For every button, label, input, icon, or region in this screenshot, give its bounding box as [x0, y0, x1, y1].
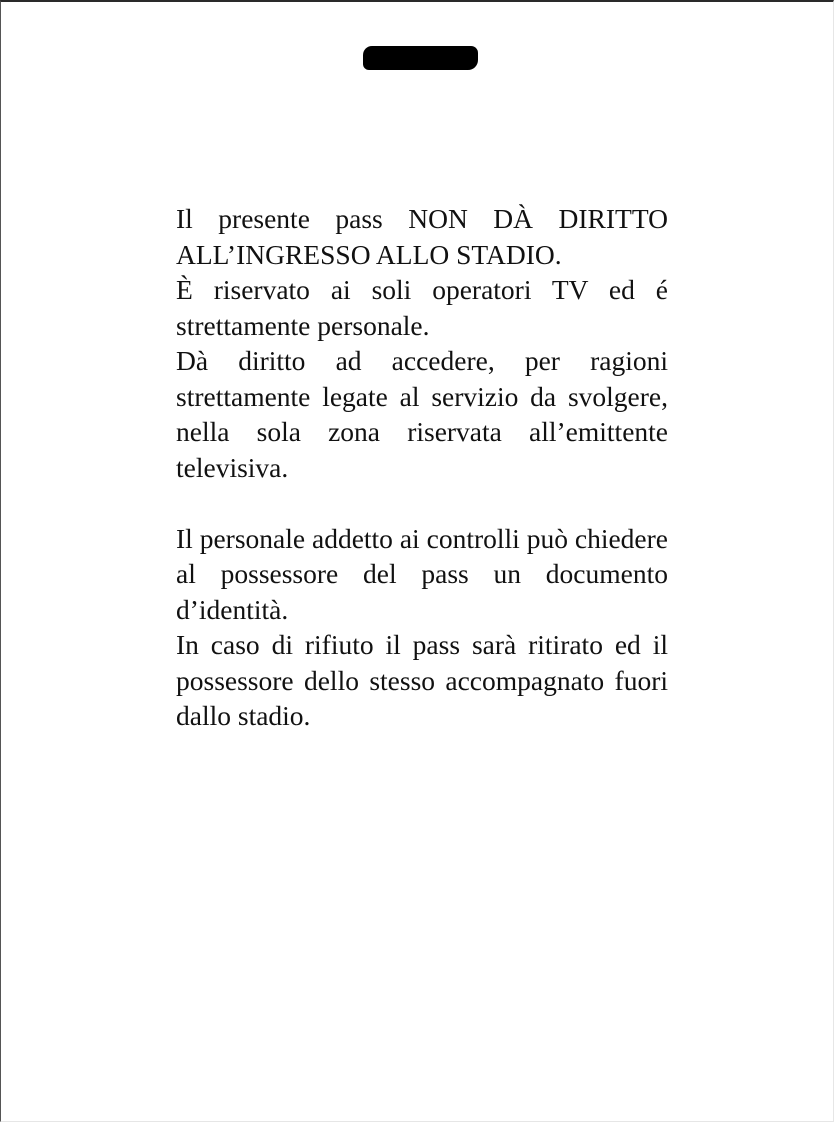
lanyard-slot [363, 46, 478, 70]
paragraph-access-zone: Dà diritto ad accedere, per ragioni strettamente legate al servizio da svolgere, nella sola zona riservata all’emittente televisiva. [176, 345, 668, 483]
paragraph-entry-restriction: Il presente pass NON DÀ DIRITTO ALL’INGRESSO ALLO STADIO. [176, 203, 668, 270]
paragraph-identity-check: Il personale addetto ai controlli può chiedere al possessore del pass un documento d’identità. [176, 522, 668, 625]
paragraph-reserved-personal: È riservato ai soli operatori TV ed é strettamente personale. [176, 274, 668, 341]
paragraph-gap [176, 485, 668, 521]
paragraph-refusal-consequence: In caso di rifiuto il pass sarà ritirato ed il possessore dello stesso accompagnato fuori dallo stadio. [176, 629, 668, 731]
pass-text [176, 201, 668, 734]
